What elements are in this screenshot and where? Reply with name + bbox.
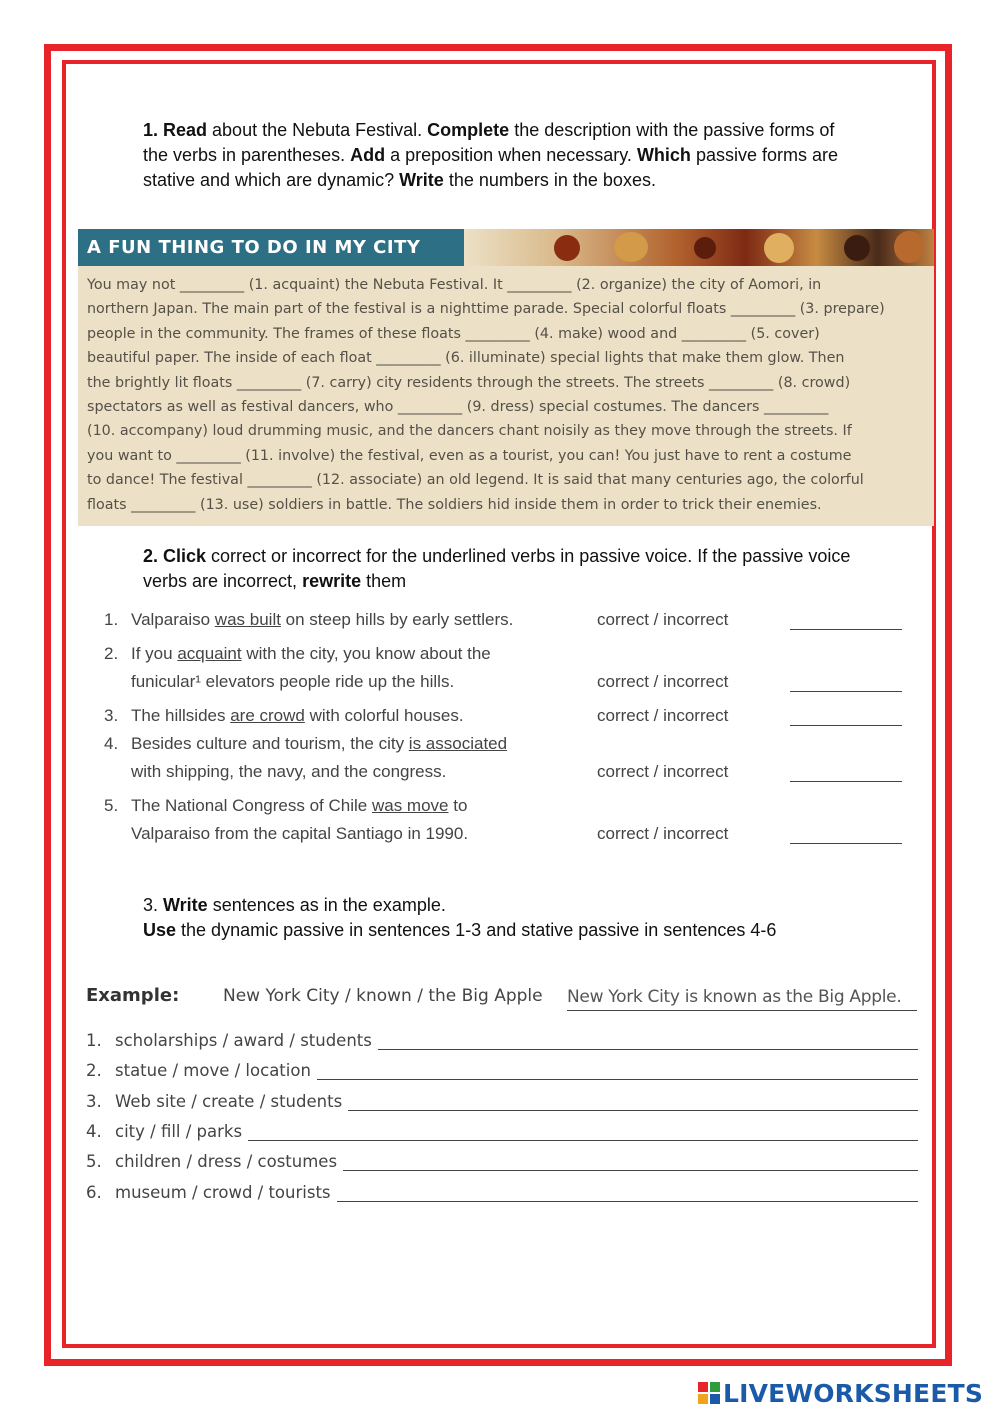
passage-text (87, 273, 927, 517)
logo-text: LIVEWORKSHEETS (723, 1378, 984, 1408)
passage-line: you want to _________ (11. involve) the festival, even as a tourist, you can! You just have to rent a costume (87, 447, 852, 464)
passage-line: floats _________ (13. use) soldiers in battle. The soldiers hid inside them in order to trick their enemies. (87, 496, 822, 513)
sentence-text: to (448, 796, 468, 815)
underlined-verb: are crowd (230, 706, 305, 725)
section3-line1 (143, 893, 863, 918)
panel-title: A FUN THING TO DO IN MY CITY (78, 229, 464, 266)
bold-keyword: 2. Click (143, 546, 207, 566)
item-number: 1. (104, 610, 119, 629)
sentence-continuation: with shipping, the navy, and the congress. (131, 762, 447, 781)
bold-keyword: Add (350, 145, 386, 165)
item-number: 4. (86, 1122, 102, 1141)
sentence-text: If you (131, 644, 178, 663)
bold-keyword: Write (163, 895, 208, 915)
item-number: 2. (86, 1061, 102, 1080)
sentence-text: on steep hills by early settlers. (280, 610, 514, 629)
passage-line: people in the community. The frames of these floats _________ (4. make) wood and _________ (5. cover) (87, 325, 820, 342)
item-number: 1. (86, 1031, 102, 1050)
instruction-text: about the Nebuta Festival. (207, 120, 428, 140)
rewrite-answer-field[interactable] (790, 843, 902, 844)
bold-keyword: Use (143, 920, 177, 940)
sentence-item (86, 1183, 918, 1207)
instruction-text: them (361, 571, 407, 591)
instruction-text: a preposition when necessary. (385, 145, 637, 165)
instruction-text: sentences as in the example. (207, 895, 446, 915)
bold-keyword: Complete (427, 120, 510, 140)
passage-line: the brightly lit floats _________ (7. carry) city residents through the streets. The streets _________ (8. crowd) (87, 374, 851, 391)
passage-line: (10. accompany) loud drumming music, and the dancers chant noisily as they move through the streets. If (87, 423, 852, 440)
sentence-prompt: scholarships / award / students (115, 1031, 378, 1050)
item-sentence (131, 644, 491, 664)
sentence-text: The National Congress of Chile (131, 796, 372, 815)
passage-line: You may not _________ (1. acquaint) the Nebuta Festival. It _________ (2. organize) the city of Aomori, in (87, 277, 822, 293)
item-number: 3. (86, 1092, 102, 1111)
passage-line: spectators as well as festival dancers, who _________ (9. dress) special costumes. The dancers _________ (87, 399, 829, 416)
rewrite-answer-field[interactable] (790, 781, 902, 782)
passage-line: beautiful paper. The inside of each float _________ (6. illuminate) special lights that make them glow. Then (87, 350, 845, 367)
instruction-text: the dynamic passive in sentences 1-3 and stative passive in sentences 4-6 (176, 920, 777, 940)
item-number: 6. (86, 1183, 102, 1202)
sentence-item (86, 1152, 918, 1176)
sentence-prompt: museum / crowd / tourists (115, 1183, 337, 1202)
instruction-text: 3. (143, 895, 164, 915)
passage-line: to dance! The festival _________ (12. associate) an old legend. It is said that many centuries ago, the colorful (87, 472, 864, 489)
instruction-text: the numbers in the boxes. (443, 170, 656, 190)
item-number: 5. (104, 796, 119, 815)
item-sentence (131, 706, 464, 726)
item-sentence (131, 734, 507, 754)
item-number: 2. (104, 644, 119, 663)
logo-grid-icon (698, 1382, 720, 1404)
correct-incorrect-choice[interactable]: correct / incorrect (597, 610, 729, 629)
rewrite-answer-field[interactable] (790, 691, 902, 692)
example-answer: New York City is known as the Big Apple. (567, 987, 917, 1011)
sentence-text: with colorful houses. (304, 706, 464, 725)
item-number: 3. (104, 706, 119, 725)
underlined-verb: acquaint (177, 644, 242, 663)
instruction-text: the description with the passive forms of the verbs in parentheses. (143, 120, 835, 165)
festival-banner-image (464, 229, 934, 266)
instruction-text: passive forms are stative and which are dynamic? (143, 145, 838, 190)
underlined-verb: is associated (408, 734, 508, 753)
rewrite-answer-field[interactable] (790, 725, 902, 726)
sentence-prompt: statue / move / location (115, 1061, 317, 1080)
section3-line2 (143, 918, 863, 943)
sentence-prompt: Web site / create / students (115, 1092, 348, 1111)
sentence-item (86, 1061, 918, 1085)
item-sentence (131, 610, 513, 630)
sentence-prompt: city / fill / parks (115, 1122, 248, 1141)
sentence-continuation: funicular¹ elevators people ride up the hills. (131, 672, 455, 691)
example-label: Example: (86, 985, 180, 1006)
sentence-text: Besides culture and tourism, the city (131, 734, 409, 753)
sentence-prompt: children / dress / costumes (115, 1152, 343, 1171)
sentence-item (86, 1031, 918, 1055)
section1-instructions (143, 118, 863, 193)
underlined-verb: was move (371, 796, 449, 815)
bold-keyword: Which (636, 145, 691, 165)
sentence-text: with the city, you know about the (241, 644, 491, 663)
correct-incorrect-choice[interactable]: correct / incorrect (597, 706, 729, 725)
underlined-verb: was built (214, 610, 281, 629)
item-sentence (131, 796, 467, 816)
bold-keyword: rewrite (302, 571, 362, 591)
passage-line: northern Japan. The main part of the festival is a nighttime parade. Special colorful floats _________ (3. prepare) (87, 301, 885, 318)
item-number: 4. (104, 734, 119, 753)
section3-instructions (143, 893, 863, 943)
instruction-text: correct or incorrect for the underlined verbs in passive voice. If the passive voice verbs are incorrect, (143, 546, 851, 591)
rewrite-answer-field[interactable] (790, 629, 902, 630)
sentence-continuation: Valparaiso from the capital Santiago in 1990. (131, 824, 469, 843)
liveworksheets-logo (698, 1380, 983, 1406)
bold-keyword: 1. Read (143, 120, 208, 140)
correct-incorrect-choice[interactable]: correct / incorrect (597, 672, 729, 691)
sentence-text: Valparaiso (131, 610, 215, 629)
bold-keyword: Write (399, 170, 444, 190)
correct-incorrect-choice[interactable]: correct / incorrect (597, 762, 729, 781)
section2-instructions (143, 544, 863, 594)
sentence-item (86, 1122, 918, 1146)
item-number: 5. (86, 1152, 102, 1171)
sentence-item (86, 1092, 918, 1116)
example-prompt: New York City / known / the Big Apple (223, 986, 543, 1006)
passage-panel (78, 229, 934, 526)
correct-incorrect-choice[interactable]: correct / incorrect (597, 824, 729, 843)
sentence-text: The hillsides (131, 706, 231, 725)
